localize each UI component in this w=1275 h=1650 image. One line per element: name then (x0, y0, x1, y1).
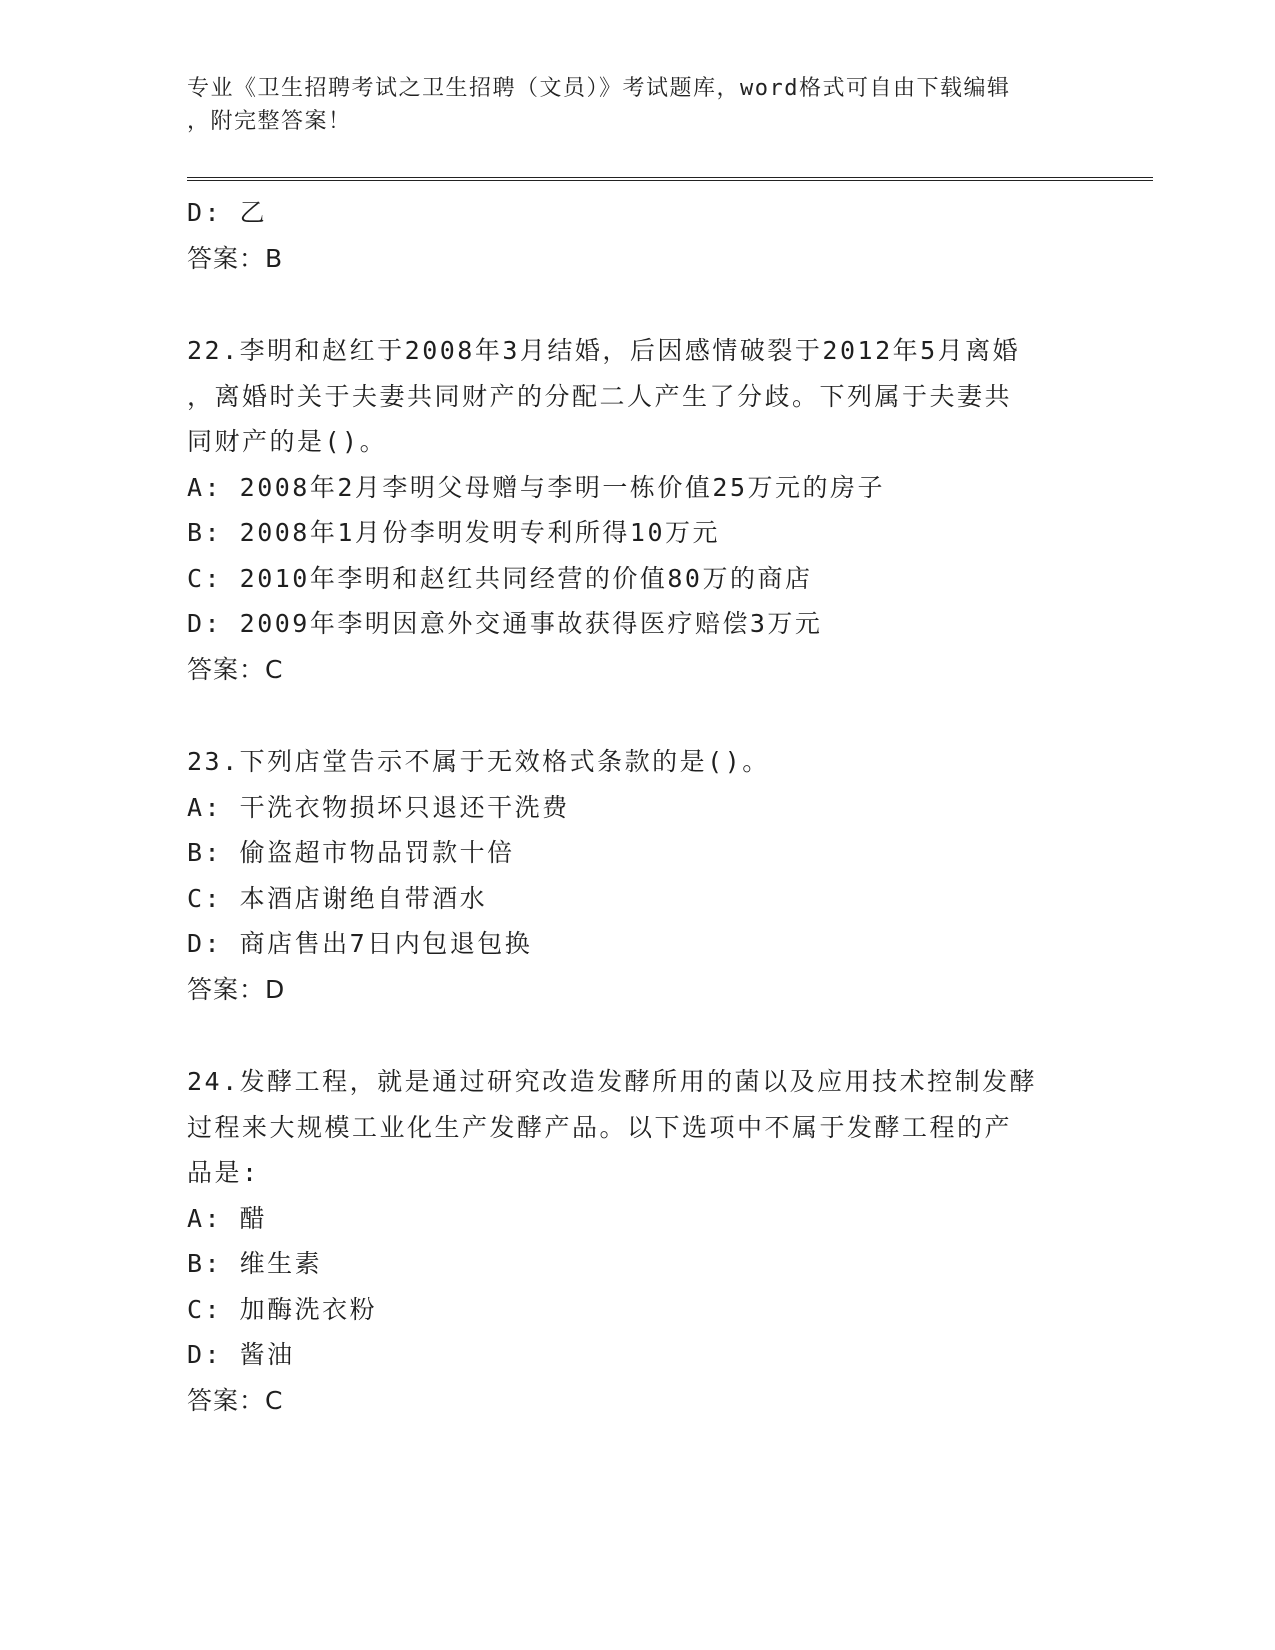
question-stem-line: 品是: (187, 1158, 260, 1187)
spacer (187, 692, 1087, 739)
header-line-2: ，附完整答案！ (187, 109, 352, 134)
question-stem-line: ，离婚时关于夫妻共同财产的分配二人产生了分歧。下列属于夫妻共 (187, 381, 1013, 411)
option-c: C: 2010年李明和赵红共同经营的价值80万的商店 (187, 563, 813, 593)
question-stem-line: 同财产的是()。 (187, 427, 388, 456)
question-stem-line: 22.李明和赵红于2008年3月结婚，后因感情破裂于2012年5月离婚 (187, 336, 1021, 365)
option-b: B: 偷盗超市物品罚款十倍 (187, 838, 515, 867)
question-22 (187, 328, 1087, 692)
option-b: B: 2008年1月份李明发明专利所得10万元 (187, 518, 721, 547)
question-24 (187, 1059, 1087, 1423)
option-a: A: 干洗衣物损坏只退还干洗费 (187, 792, 570, 822)
question-23 (187, 739, 1087, 1012)
spacer (187, 1012, 1087, 1059)
answer-line: 答案：C (187, 654, 284, 684)
question-stem-line: 过程来大规模工业化生产发酵产品。以下选项中不属于发酵工程的产 (187, 1112, 1013, 1142)
question-stem-line: 23.下列店堂告示不属于无效格式条款的是()。 (187, 747, 770, 776)
option-d: D: 乙 (187, 198, 268, 227)
question-21-tail (187, 190, 1087, 281)
answer-line: 答案：C (187, 1385, 284, 1415)
header-divider (187, 177, 1153, 181)
option-d: D: 商店售出7日内包退包换 (187, 929, 533, 958)
option-d: D: 酱油 (187, 1340, 295, 1369)
page-header (187, 72, 1067, 138)
option-a: A: 醋 (187, 1203, 268, 1233)
option-d: D: 2009年李明因意外交通事故获得医疗赔偿3万元 (187, 609, 823, 638)
option-c: C: 本酒店谢绝自带酒水 (187, 883, 488, 913)
document-body (187, 190, 1087, 1423)
option-a: A: 2008年2月李明父母赠与李明一栋价值25万元的房子 (187, 472, 886, 502)
option-b: B: 维生素 (187, 1249, 323, 1278)
spacer (187, 281, 1087, 328)
answer-line: 答案：D (187, 974, 286, 1004)
option-c: C: 加酶洗衣粉 (187, 1294, 378, 1324)
answer-line: 答案：B (187, 243, 284, 273)
header-line-1: 专业《卫生招聘考试之卫生招聘（文员）》考试题库，word格式可自由下载编辑 (187, 76, 1011, 101)
question-stem-line: 24.发酵工程，就是通过研究改造发酵所用的菌以及应用技术控制发酵 (187, 1067, 1038, 1096)
